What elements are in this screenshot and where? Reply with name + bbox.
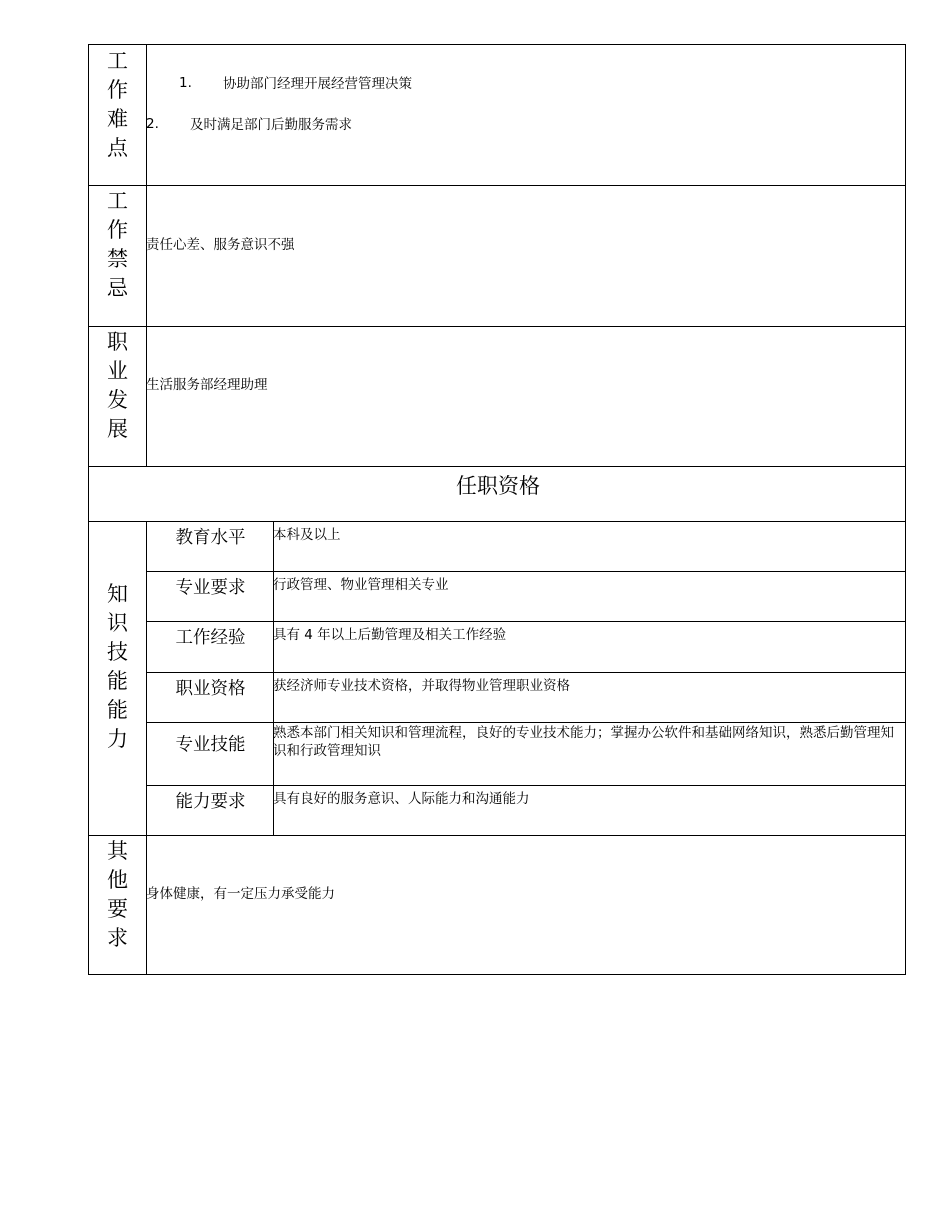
row-divider [146,722,905,723]
experience-label: 工作经验 [175,628,246,648]
difficulty-item: 及时满足部门后勤服务需求 [190,117,352,133]
education-label: 教育水平 [175,528,246,548]
job-description-table [88,44,906,975]
column-divider [146,521,147,974]
list-number: 2. [146,116,159,132]
skills-value: 熟悉本部门相关知识和管理流程，良好的专业技术能力；掌握办公软件和基础网络知识，熟悉后勤管理知识和行政管理知识 [273,725,894,759]
other-text: 身体健康，有一定压力承受能力 [146,886,335,902]
list-number: 1. [179,75,192,91]
qualification-title: 任职资格 [456,474,540,498]
row-divider [146,785,905,786]
row-divider [146,571,905,572]
difficulty-label: 工 作 难 点 [107,49,128,160]
row-divider [89,185,905,186]
ability-value: 具有良好的服务意识、人际能力和沟通能力 [273,791,530,807]
knowledge-label: 知 识 技 能 能 力 [107,582,128,751]
row-divider [89,521,905,522]
skills-label: 专业技能 [175,735,246,755]
taboo-text: 责任心差、服务意识不强 [146,237,295,253]
major-value: 行政管理、物业管理相关专业 [273,577,449,593]
certification-label: 职业资格 [175,679,246,699]
row-divider [146,672,905,673]
row-divider [89,326,905,327]
row-divider [89,466,905,467]
major-label: 专业要求 [175,578,246,598]
row-divider [89,835,905,836]
education-value: 本科及以上 [273,527,341,543]
difficulty-item: 协助部门经理开展经营管理决策 [223,76,412,92]
experience-value: 具有 4 年以上后勤管理及相关工作经验 [273,627,507,643]
career-text: 生活服务部经理助理 [146,377,268,393]
column-divider [146,45,147,466]
career-label: 职 业 发 展 [107,330,128,441]
row-divider [146,621,905,622]
taboo-label: 工 作 禁 忌 [107,189,128,300]
other-label: 其 他 要 求 [107,839,128,950]
certification-value: 获经济师专业技术资格，并取得物业管理职业资格 [273,678,570,694]
ability-label: 能力要求 [175,792,246,812]
